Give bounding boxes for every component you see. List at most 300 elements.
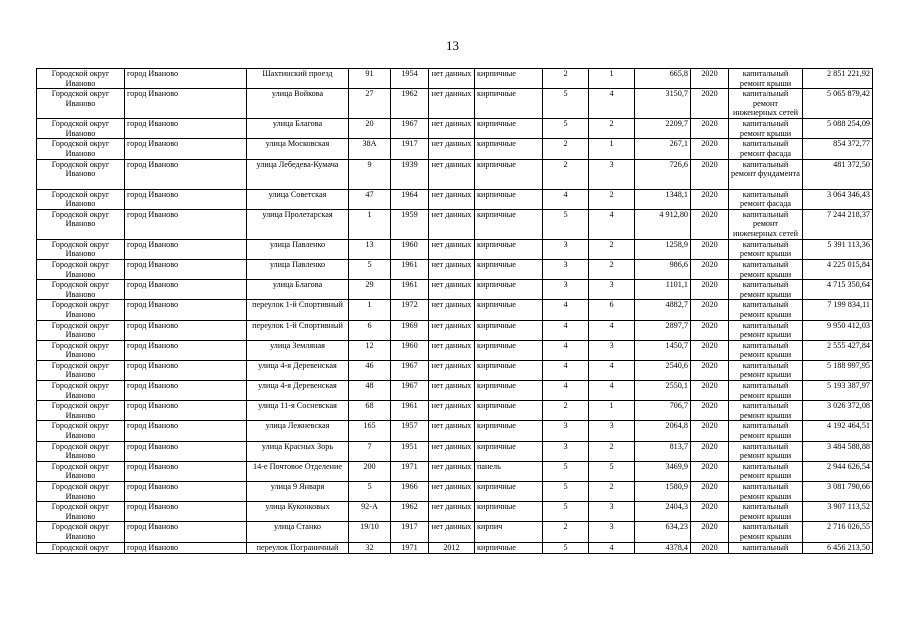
cell-house: 19/10 [349, 522, 391, 542]
cell-work: капитальный ремонт крыши [729, 360, 803, 380]
cell-year: 1959 [391, 209, 429, 239]
cell-area: 706,7 [635, 401, 691, 421]
cell-year: 1969 [391, 320, 429, 340]
cell-house: 47 [349, 189, 391, 209]
cell-city: город Иваново [125, 522, 247, 542]
cell-floors-info: нет данных [429, 381, 475, 401]
cell-area: 1580,9 [635, 482, 691, 502]
cell-year: 1971 [391, 461, 429, 481]
cell-material: кирпичные [475, 502, 543, 522]
cell-work: капитальный ремонт крыши [729, 280, 803, 300]
cell-plan-year: 2020 [691, 189, 729, 209]
cell-plan-year: 2020 [691, 522, 729, 542]
cell-year: 1966 [391, 482, 429, 502]
cell-house: 29 [349, 280, 391, 300]
cell-year: 1964 [391, 189, 429, 209]
table-body [37, 69, 873, 554]
cell-floors-info: нет данных [429, 441, 475, 461]
cell-entrances: 1 [589, 69, 635, 89]
cell-material: кирпичные [475, 189, 543, 209]
cell-entrances: 4 [589, 542, 635, 553]
cell-area: 813,7 [635, 441, 691, 461]
cell-city: город Иваново [125, 482, 247, 502]
cell-city: город Иваново [125, 259, 247, 279]
cell-district: Городской округ Иваново [37, 401, 125, 421]
cell-city: город Иваново [125, 69, 247, 89]
cell-floors: 4 [543, 381, 589, 401]
cell-plan-year: 2020 [691, 482, 729, 502]
cell-street: улица Станко [247, 522, 349, 542]
cell-cost: 7 244 218,37 [803, 209, 873, 239]
cell-work: капитальный ремонт крыши [729, 401, 803, 421]
cell-city: город Иваново [125, 441, 247, 461]
cell-material: кирпичные [475, 89, 543, 119]
cell-entrances: 3 [589, 502, 635, 522]
cell-work: капитальный [729, 542, 803, 553]
cell-house: 68 [349, 401, 391, 421]
cell-cost: 3 907 113,52 [803, 502, 873, 522]
table-row [37, 381, 873, 401]
table-row [37, 421, 873, 441]
cell-cost: 3 026 372,08 [803, 401, 873, 421]
cell-plan-year: 2020 [691, 502, 729, 522]
cell-street: улица 4-я Деревенская [247, 381, 349, 401]
cell-material: кирпич [475, 522, 543, 542]
cell-floors: 4 [543, 360, 589, 380]
cell-district: Городской округ Иваново [37, 340, 125, 360]
cell-street: улица Павленко [247, 239, 349, 259]
cell-entrances: 5 [589, 461, 635, 481]
cell-cost: 4 225 015,84 [803, 259, 873, 279]
table-row [37, 119, 873, 139]
cell-area: 2540,6 [635, 360, 691, 380]
cell-material: кирпичные [475, 159, 543, 189]
cell-area: 2550,1 [635, 381, 691, 401]
cell-cost: 3 064 346,43 [803, 189, 873, 209]
cell-material: кирпичные [475, 381, 543, 401]
cell-house: 27 [349, 89, 391, 119]
cell-cost: 4 192 464,51 [803, 421, 873, 441]
cell-house: 20 [349, 119, 391, 139]
table-row [37, 401, 873, 421]
table-row [37, 280, 873, 300]
cell-floors-info: нет данных [429, 340, 475, 360]
cell-street: Шахтинский проезд [247, 69, 349, 89]
cell-entrances: 4 [589, 360, 635, 380]
cell-floors: 2 [543, 139, 589, 159]
table-row [37, 441, 873, 461]
table-row [37, 482, 873, 502]
cell-district: Городской округ Иваново [37, 159, 125, 189]
table-row [37, 522, 873, 542]
cell-city: город Иваново [125, 421, 247, 441]
cell-district: Городской округ Иваново [37, 381, 125, 401]
cell-street: переулок Пограничный [247, 542, 349, 553]
cell-work: капитальный ремонт крыши [729, 119, 803, 139]
cell-floors-info: нет данных [429, 421, 475, 441]
cell-district: Городской округ Иваново [37, 89, 125, 119]
cell-year: 1917 [391, 522, 429, 542]
cell-plan-year: 2020 [691, 441, 729, 461]
cell-year: 1967 [391, 360, 429, 380]
cell-house: 13 [349, 239, 391, 259]
cell-area: 2897,7 [635, 320, 691, 340]
cell-year: 1961 [391, 259, 429, 279]
cell-street: улица 9 Января [247, 482, 349, 502]
cell-floors-info: нет данных [429, 401, 475, 421]
cell-district: Городской округ Иваново [37, 239, 125, 259]
cell-area: 2064,8 [635, 421, 691, 441]
cell-material: кирпичные [475, 401, 543, 421]
cell-plan-year: 2020 [691, 360, 729, 380]
cell-house: 48 [349, 381, 391, 401]
cell-city: город Иваново [125, 340, 247, 360]
cell-cost: 3 081 790,66 [803, 482, 873, 502]
cell-entrances: 2 [589, 259, 635, 279]
cell-entrances: 2 [589, 441, 635, 461]
cell-area: 4882,7 [635, 300, 691, 320]
cell-floors-info: нет данных [429, 502, 475, 522]
cell-cost: 854 372,77 [803, 139, 873, 159]
cell-entrances: 2 [589, 189, 635, 209]
cell-plan-year: 2020 [691, 89, 729, 119]
cell-house: 7 [349, 441, 391, 461]
cell-plan-year: 2020 [691, 119, 729, 139]
cell-plan-year: 2020 [691, 381, 729, 401]
page-number: 13 [446, 38, 459, 53]
cell-work: капитальный ремонт крыши [729, 69, 803, 89]
cell-district: Городской округ Иваново [37, 69, 125, 89]
cell-year: 1961 [391, 401, 429, 421]
cell-cost: 3 484 588,88 [803, 441, 873, 461]
cell-district: Городской округ Иваново [37, 119, 125, 139]
cell-entrances: 3 [589, 340, 635, 360]
cell-area: 1348,1 [635, 189, 691, 209]
cell-district: Городской округ Иваново [37, 259, 125, 279]
cell-street: улица Земляная [247, 340, 349, 360]
cell-year: 1951 [391, 441, 429, 461]
cell-city: город Иваново [125, 360, 247, 380]
cell-material: кирпичные [475, 209, 543, 239]
cell-entrances: 3 [589, 421, 635, 441]
cell-street: улица Благова [247, 119, 349, 139]
cell-district: Городской округ Иваново [37, 320, 125, 340]
cell-street: улица Лежневская [247, 421, 349, 441]
cell-floors: 4 [543, 300, 589, 320]
cell-city: город Иваново [125, 502, 247, 522]
table-row [37, 69, 873, 89]
cell-plan-year: 2020 [691, 401, 729, 421]
cell-house: 5 [349, 482, 391, 502]
cell-cost: 5 193 387,97 [803, 381, 873, 401]
cell-cost: 9 950 412,03 [803, 320, 873, 340]
cell-year: 1939 [391, 159, 429, 189]
cell-material: кирпичные [475, 340, 543, 360]
cell-city: город Иваново [125, 159, 247, 189]
cell-street: улица 4-я Деревенская [247, 360, 349, 380]
cell-area: 3469,9 [635, 461, 691, 481]
cell-material: кирпичные [475, 119, 543, 139]
cell-work: капитальный ремонт крыши [729, 441, 803, 461]
cell-plan-year: 2020 [691, 542, 729, 553]
cell-house: 12 [349, 340, 391, 360]
cell-floors-info: нет данных [429, 522, 475, 542]
cell-work: капитальный ремонт крыши [729, 482, 803, 502]
cell-entrances: 4 [589, 320, 635, 340]
cell-city: город Иваново [125, 209, 247, 239]
cell-work: капитальный ремонт крыши [729, 381, 803, 401]
cell-floors: 5 [543, 89, 589, 119]
cell-work: капитальный ремонт фасада [729, 139, 803, 159]
cell-work: капитальный ремонт инженерных сетей [729, 209, 803, 239]
cell-cost: 5 088 254,09 [803, 119, 873, 139]
cell-house: 1 [349, 300, 391, 320]
cell-year: 1954 [391, 69, 429, 89]
cell-district: Городской округ [37, 542, 125, 553]
cell-floors: 4 [543, 320, 589, 340]
cell-house: 46 [349, 360, 391, 380]
cell-material: кирпичные [475, 280, 543, 300]
cell-street: улица Советская [247, 189, 349, 209]
cell-floors-info: нет данных [429, 320, 475, 340]
cell-area: 1450,7 [635, 340, 691, 360]
cell-cost: 2 851 221,92 [803, 69, 873, 89]
cell-floors: 2 [543, 401, 589, 421]
cell-floors-info: нет данных [429, 259, 475, 279]
cell-house: 38А [349, 139, 391, 159]
cell-floors: 3 [543, 280, 589, 300]
cell-work: капитальный ремонт крыши [729, 259, 803, 279]
cell-material: кирпичные [475, 239, 543, 259]
cell-area: 726,6 [635, 159, 691, 189]
cell-work: капитальный ремонт крыши [729, 300, 803, 320]
cell-city: город Иваново [125, 119, 247, 139]
cell-material: кирпичные [475, 542, 543, 553]
cell-floors-info: нет данных [429, 189, 475, 209]
cell-floors: 3 [543, 239, 589, 259]
cell-floors-info: нет данных [429, 482, 475, 502]
cell-floors-info: нет данных [429, 360, 475, 380]
cell-floors: 5 [543, 209, 589, 239]
cell-street: улица Красных Зорь [247, 441, 349, 461]
cell-year: 1960 [391, 340, 429, 360]
cell-house: 6 [349, 320, 391, 340]
cell-city: город Иваново [125, 320, 247, 340]
cell-year: 1967 [391, 119, 429, 139]
cell-year: 1960 [391, 239, 429, 259]
cell-district: Городской округ Иваново [37, 189, 125, 209]
cell-floors-info: нет данных [429, 461, 475, 481]
cell-district: Городской округ Иваново [37, 482, 125, 502]
cell-entrances: 3 [589, 159, 635, 189]
cell-cost: 6 456 213,50 [803, 542, 873, 553]
cell-city: город Иваново [125, 461, 247, 481]
cell-plan-year: 2020 [691, 340, 729, 360]
cell-house: 5 [349, 259, 391, 279]
cell-entrances: 4 [589, 209, 635, 239]
cell-plan-year: 2020 [691, 259, 729, 279]
cell-year: 1971 [391, 542, 429, 553]
cell-plan-year: 2020 [691, 320, 729, 340]
cell-cost: 2 944 626,54 [803, 461, 873, 481]
cell-material: кирпичные [475, 320, 543, 340]
cell-street: улица Московская [247, 139, 349, 159]
cell-work: капитальный ремонт крыши [729, 522, 803, 542]
cell-floors: 5 [543, 461, 589, 481]
cell-street: улица 11-я Сосневская [247, 401, 349, 421]
cell-work: капитальный ремонт крыши [729, 239, 803, 259]
cell-house: 9 [349, 159, 391, 189]
cell-street: улица Лебедева-Кумача [247, 159, 349, 189]
cell-work: капитальный ремонт крыши [729, 502, 803, 522]
cell-year: 1962 [391, 502, 429, 522]
table-row [37, 300, 873, 320]
cell-work: капитальный ремонт инженерных сетей [729, 89, 803, 119]
table-row [37, 159, 873, 189]
cell-floors-info: 2012 [429, 542, 475, 553]
table-row [37, 259, 873, 279]
cell-district: Городской округ Иваново [37, 421, 125, 441]
cell-material: кирпичные [475, 69, 543, 89]
cell-area: 267,1 [635, 139, 691, 159]
cell-floors: 5 [543, 502, 589, 522]
table-row [37, 360, 873, 380]
cell-city: город Иваново [125, 381, 247, 401]
cell-floors: 5 [543, 482, 589, 502]
cell-year: 1972 [391, 300, 429, 320]
cell-floors: 5 [543, 542, 589, 553]
cell-cost: 5 188 997,95 [803, 360, 873, 380]
cell-entrances: 6 [589, 300, 635, 320]
cell-work: капитальный ремонт крыши [729, 320, 803, 340]
cell-cost: 5 065 879,42 [803, 89, 873, 119]
cell-plan-year: 2020 [691, 69, 729, 89]
cell-entrances: 4 [589, 381, 635, 401]
cell-work: капитальный ремонт фасада [729, 189, 803, 209]
cell-district: Городской округ Иваново [37, 139, 125, 159]
cell-street: улица Благова [247, 280, 349, 300]
cell-street: 14-е Почтовое Отделение [247, 461, 349, 481]
cell-plan-year: 2020 [691, 421, 729, 441]
cell-material: панель [475, 461, 543, 481]
cell-area: 1258,9 [635, 239, 691, 259]
cell-plan-year: 2020 [691, 159, 729, 189]
cell-cost: 2 555 427,84 [803, 340, 873, 360]
cell-city: город Иваново [125, 139, 247, 159]
table-row [37, 139, 873, 159]
cell-plan-year: 2020 [691, 139, 729, 159]
cell-floors: 3 [543, 421, 589, 441]
table-row [37, 209, 873, 239]
cell-floors: 2 [543, 69, 589, 89]
cell-year: 1961 [391, 280, 429, 300]
cell-district: Городской округ Иваново [37, 280, 125, 300]
cell-house: 91 [349, 69, 391, 89]
table-row [37, 320, 873, 340]
cell-street: переулок 1-й Спортивный [247, 320, 349, 340]
cell-plan-year: 2020 [691, 461, 729, 481]
cell-city: город Иваново [125, 542, 247, 553]
table-row [37, 239, 873, 259]
cell-material: кирпичные [475, 441, 543, 461]
cell-plan-year: 2020 [691, 280, 729, 300]
cell-floors: 4 [543, 189, 589, 209]
cell-floors-info: нет данных [429, 139, 475, 159]
cell-plan-year: 2020 [691, 300, 729, 320]
cell-city: город Иваново [125, 280, 247, 300]
cell-area: 2209,7 [635, 119, 691, 139]
cell-district: Городской округ Иваново [37, 461, 125, 481]
cell-entrances: 2 [589, 482, 635, 502]
table-row [37, 461, 873, 481]
cell-street: улица Войкова [247, 89, 349, 119]
cell-material: кирпичные [475, 300, 543, 320]
cell-entrances: 1 [589, 401, 635, 421]
cell-floors-info: нет данных [429, 280, 475, 300]
cell-year: 1917 [391, 139, 429, 159]
cell-district: Городской округ Иваново [37, 300, 125, 320]
cell-material: кирпичные [475, 482, 543, 502]
cell-work: капитальный ремонт фундамента [729, 159, 803, 189]
cell-material: кирпичные [475, 360, 543, 380]
cell-street: улица Павленко [247, 259, 349, 279]
cell-floors: 3 [543, 441, 589, 461]
cell-city: город Иваново [125, 89, 247, 119]
cell-cost: 2 716 026,55 [803, 522, 873, 542]
cell-district: Городской округ Иваново [37, 441, 125, 461]
cell-floors: 5 [543, 119, 589, 139]
cell-entrances: 3 [589, 280, 635, 300]
cell-street: переулок 1-й Спортивный [247, 300, 349, 320]
cell-house: 1 [349, 209, 391, 239]
cell-floors-info: нет данных [429, 159, 475, 189]
cell-floors: 2 [543, 522, 589, 542]
cell-area: 665,8 [635, 69, 691, 89]
cell-area: 2404,3 [635, 502, 691, 522]
cell-floors-info: нет данных [429, 300, 475, 320]
cell-year: 1962 [391, 89, 429, 119]
table-row [37, 89, 873, 119]
cell-area: 1101,1 [635, 280, 691, 300]
cell-house: 32 [349, 542, 391, 553]
cell-cost: 4 715 350,64 [803, 280, 873, 300]
cell-area: 634,23 [635, 522, 691, 542]
cell-work: капитальный ремонт крыши [729, 340, 803, 360]
housing-repair-table [36, 68, 873, 554]
cell-house: 165 [349, 421, 391, 441]
cell-cost: 7 199 834,11 [803, 300, 873, 320]
cell-district: Городской округ Иваново [37, 502, 125, 522]
cell-entrances: 2 [589, 119, 635, 139]
cell-floors-info: нет данных [429, 89, 475, 119]
cell-entrances: 1 [589, 139, 635, 159]
table-row [37, 189, 873, 209]
cell-area: 986,6 [635, 259, 691, 279]
table-row [37, 340, 873, 360]
cell-floors-info: нет данных [429, 69, 475, 89]
table-row [37, 542, 873, 553]
cell-floors-info: нет данных [429, 239, 475, 259]
cell-district: Городской округ Иваново [37, 360, 125, 380]
cell-work: капитальный ремонт крыши [729, 421, 803, 441]
cell-plan-year: 2020 [691, 209, 729, 239]
cell-plan-year: 2020 [691, 239, 729, 259]
cell-area: 3150,7 [635, 89, 691, 119]
cell-entrances: 3 [589, 522, 635, 542]
cell-city: город Иваново [125, 239, 247, 259]
cell-floors: 4 [543, 340, 589, 360]
cell-city: город Иваново [125, 189, 247, 209]
